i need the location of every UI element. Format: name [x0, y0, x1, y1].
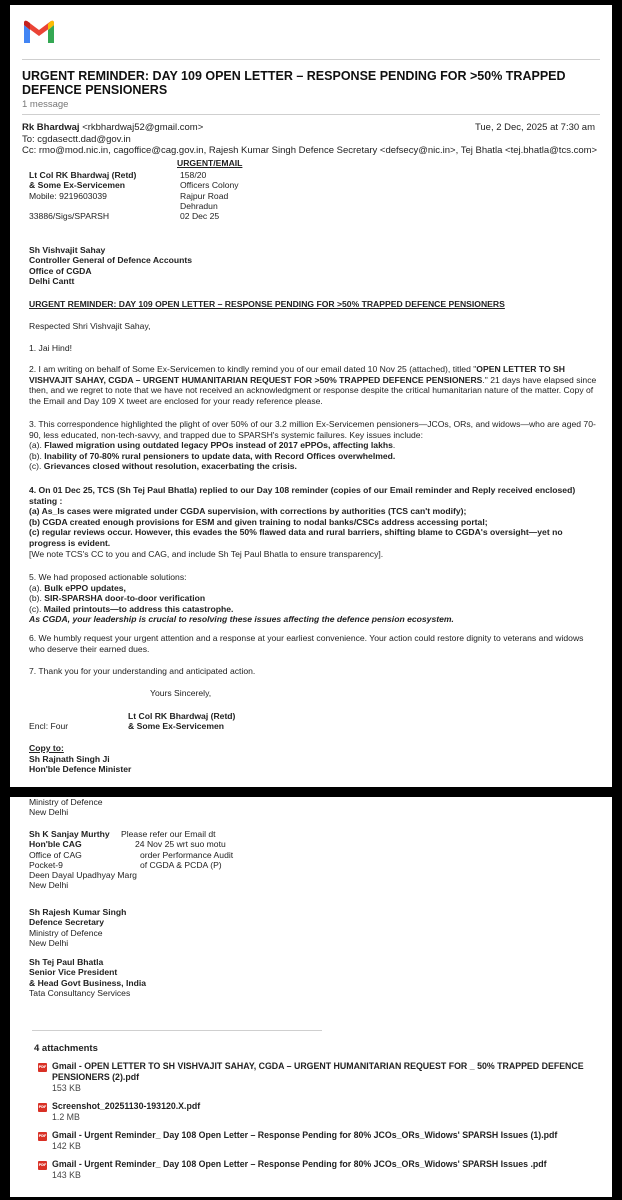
copy-line: Sh Rajnath Singh Ji: [29, 754, 110, 764]
attachment-size: 1.2 MB: [52, 1112, 80, 1122]
recipient-line: Sh Vishvajit Sahay: [29, 245, 106, 255]
copy-line: Ministry of Defence: [29, 797, 103, 807]
subject-divider: [22, 114, 600, 115]
signature-line: & Some Ex-Servicemen: [128, 721, 225, 732]
attachment-size: 143 KB: [52, 1170, 81, 1180]
sender-email: <rkbhardwaj52@gmail.com>: [82, 122, 204, 133]
attachment-size: 142 KB: [52, 1141, 81, 1151]
copy-recipient-1-cont: [29, 797, 103, 818]
p2-text: ." 21 days have elapsed since then, and we regret to note that we have not received an acknowledgment or response despite the critical humanitarian nature of the matter. Copy of the Email and Day 109 X tweet are enclosed for your ready reference please.: [29, 374, 597, 406]
address-line: Rajpur Road: [180, 190, 229, 201]
copy-line: Sh Tej Paul Bhatla: [29, 957, 104, 967]
sender: [22, 122, 203, 133]
copy-line: Defence Secretary: [29, 917, 105, 928]
note-line: order Performance Audit: [140, 849, 234, 860]
recipient-line: Delhi Cantt: [29, 275, 75, 286]
attachment-item[interactable]: [38, 1130, 598, 1152]
paragraph-5: [29, 572, 601, 625]
paragraph-1: 1. Jai Hind!: [29, 343, 72, 353]
email-page-2: [10, 797, 612, 1197]
sender-line: Mobile: 9219603039: [29, 190, 107, 201]
email-page-1: [10, 5, 612, 787]
p3-item-b: (b). Inability of 70-80% rural pensioners to update data, with Record Offices overwhelmed.: [29, 450, 396, 461]
attachment-size: 153 KB: [52, 1083, 81, 1093]
attachment-item[interactable]: [38, 1159, 598, 1181]
recipient-to: To: cgdasectt.dad@gov.in: [22, 134, 131, 145]
copy-line: Office of CAG: [29, 849, 82, 860]
closing: Yours Sincerely,: [150, 688, 212, 698]
copy-line: Deen Dayal Upadhyay Marg: [29, 870, 137, 881]
sender-line: Lt Col RK Bhardwaj (Retd): [29, 170, 137, 180]
copy-line: Senior Vice President: [29, 967, 118, 978]
copy-line: New Delhi: [29, 880, 69, 891]
reference-number: 33886/Sigs/SPARSH: [29, 210, 110, 221]
attachment-item[interactable]: [38, 1101, 598, 1123]
copy-line: Tata Consultancy Services: [29, 987, 131, 998]
recipient-block: [29, 245, 192, 286]
p4-item-c: (c) regular reviews occur. However, this evades the 50% flawed data and rural barriers, shifting blame to CGDA's oversight—yet no progress is evident.: [29, 527, 563, 548]
paragraph-7: 7. Thank you for your understanding and anticipated action.: [29, 666, 256, 676]
p4-lead: 4. On 01 Dec 25, TCS (Sh Tej Paul Bhatla) replied to our Day 108 reminder (copies of our Email reminder and Reply received enclosed) stating :: [29, 485, 576, 506]
sender-name: Rk Bhardwaj: [22, 122, 80, 133]
p4-item-b: (b) CGDA created enough provisions for ESM and given training to nodal banks/CSCs address accessing portal;: [29, 516, 488, 527]
p5-close: As CGDA, your leadership is crucial to resolving these issues affecting the defence pension ecosystem.: [29, 614, 454, 625]
copy-line: & Head Govt Business, India: [29, 977, 146, 988]
copy-line: Hon'ble CAG: [29, 839, 82, 850]
letter-heading: URGENT REMINDER: DAY 109 OPEN LETTER – RESPONSE PENDING FOR >50% TRAPPED DEFENCE PENSIONERS: [29, 299, 505, 309]
p2-title: OPEN LETTER TO SH VISHVAJIT SAHAY, CGDA – URGENT HUMANITARIAN REQUEST FOR >50% TRAPPED DEFENCE PENSIONERS: [29, 364, 565, 385]
header-divider: [22, 59, 600, 60]
note-line: Please refer our Email dt: [121, 829, 216, 839]
email-subject: URGENT REMINDER: DAY 109 OPEN LETTER – RESPONSE PENDING FOR >50% TRAPPED DEFENCE PENSIONERS: [22, 69, 566, 97]
message-count: 1 message: [22, 99, 69, 110]
pdf-file-icon: PDF: [38, 1103, 47, 1112]
copy-line: Ministry of Defence: [29, 927, 103, 938]
p3-item-a: (a). Flawed migration using outdated legacy PPOs instead of 2017 ePPOs, affecting lakhs.: [29, 440, 396, 451]
paragraph-6: 6. We humbly request your urgent attention and a response at your earliest convenience. Your action could restore dignity to veterans and widows who deserve their earned dues.: [29, 633, 584, 654]
address-line: 158/20: [180, 170, 207, 180]
p3-item-c: (c). Grievances closed without resolution, exacerbating the crisis.: [29, 461, 297, 472]
attachment-name[interactable]: Screenshot_20251130-193120.X.pdf: [52, 1101, 201, 1111]
copy-recipient-4: [29, 957, 146, 998]
paragraph-3: [29, 419, 601, 472]
address-line: Officers Colony: [180, 180, 239, 191]
attachments-divider: [32, 1030, 322, 1031]
copy-line: New Delhi: [29, 807, 69, 818]
copy-line: Pocket-9: [29, 859, 63, 870]
pdf-file-icon: PDF: [38, 1161, 47, 1170]
p4-note: [We note TCS's CC to you and CAG, and include Sh Tej Paul Bhatla to ensure transparency].: [29, 548, 384, 559]
note-line: of CGDA & PCDA (P): [140, 859, 222, 870]
p5-item-c: (c). Mailed printouts—to address this catastrophe.: [29, 603, 234, 614]
address-block: [180, 170, 239, 221]
pdf-file-icon: PDF: [38, 1063, 47, 1072]
urgent-tag: URGENT/EMAIL: [177, 158, 243, 168]
email-date: Tue, 2 Dec, 2025 at 7:30 am: [474, 122, 595, 133]
copy-recipient-2-note: [121, 829, 233, 870]
copy-to-label: Copy to:: [29, 743, 64, 753]
signature-block: [128, 711, 235, 732]
p5-item-a: (a). Bulk ePPO updates,: [29, 582, 126, 593]
copy-recipient-3: [29, 907, 126, 948]
gmail-logo-icon: [22, 19, 56, 45]
attachments-title: 4 attachments: [34, 1043, 98, 1054]
recipient-cc: Cc: rmo@mod.nic.in, cagoffice@cag.gov.in, Rajesh Kumar Singh Defence Secretary <defsecy@nic.in>, Tej Bhatla <tej.bhatla@tcs.com>: [22, 145, 598, 156]
recipient-line: Office of CGDA: [29, 265, 92, 276]
enclosures: Encl: Four: [29, 721, 69, 731]
p2-text: 2. I am writing on behalf of Some Ex-Servicemen to kindly remind you of our email dated 10 Nov 25 (attached), titled ": [29, 364, 477, 374]
attachment-name[interactable]: Gmail - Urgent Reminder_ Day 108 Open Letter – Response Pending for 80% JCOs_ORs_Widows' SPARSH Issues .pdf: [52, 1159, 547, 1169]
copy-line: New Delhi: [29, 937, 69, 948]
address-line: Dehradun: [180, 200, 218, 211]
p3-text: 3. This correspondence highlighted the plight of over 50% of our 3.2 million Ex-Servicemen pensioners—JCOs, ORs, and widows—who are aged 70-90, less educated, non-tech-savvy, and trapped due to SPARSH's systemic failures. Key issues include:: [29, 419, 596, 440]
p5-item-b: (b). SIR-SPARSHA door-to-door verification: [29, 593, 206, 604]
sender-block: [29, 170, 136, 221]
copy-line: Sh Rajesh Kumar Singh: [29, 907, 127, 917]
pdf-file-icon: PDF: [38, 1132, 47, 1141]
p5-text: 5. We had proposed actionable solutions:: [29, 572, 187, 582]
p4-item-a: (a) As_Is cases were migrated under CGDA supervision, with corrections by authorities (TCS can't modify);: [29, 506, 467, 517]
copy-line: Hon'ble Defence Minister: [29, 764, 132, 775]
attachment-name[interactable]: Gmail - OPEN LETTER TO SH VISHVAJIT SAHAY, CGDA – URGENT HUMANITARIAN REQUEST FOR _ 50% TRAPPED DEFENCE PENSIONERS (2).pdf: [52, 1061, 584, 1082]
sender-line: & Some Ex-Servicemen: [29, 180, 126, 191]
letter-date: 02 Dec 25: [180, 211, 220, 222]
attachment-item[interactable]: [38, 1061, 598, 1091]
copy-recipient-1: [29, 754, 131, 775]
recipient-line: Controller General of Defence Accounts: [29, 255, 192, 266]
salutation: Respected Shri Vishvajit Sahay,: [29, 321, 151, 331]
copy-line: Sh K Sanjay Murthy: [29, 829, 110, 839]
paragraph-2: [29, 364, 601, 406]
note-line: 24 Nov 25 wrt suo motu: [135, 839, 226, 850]
attachment-name[interactable]: Gmail - Urgent Reminder_ Day 108 Open Letter – Response Pending for 80% JCOs_ORs_Widows' SPARSH Issues (1).pdf: [52, 1130, 558, 1140]
paragraph-4: [29, 485, 601, 559]
signature-line: Lt Col RK Bhardwaj (Retd): [128, 711, 236, 721]
